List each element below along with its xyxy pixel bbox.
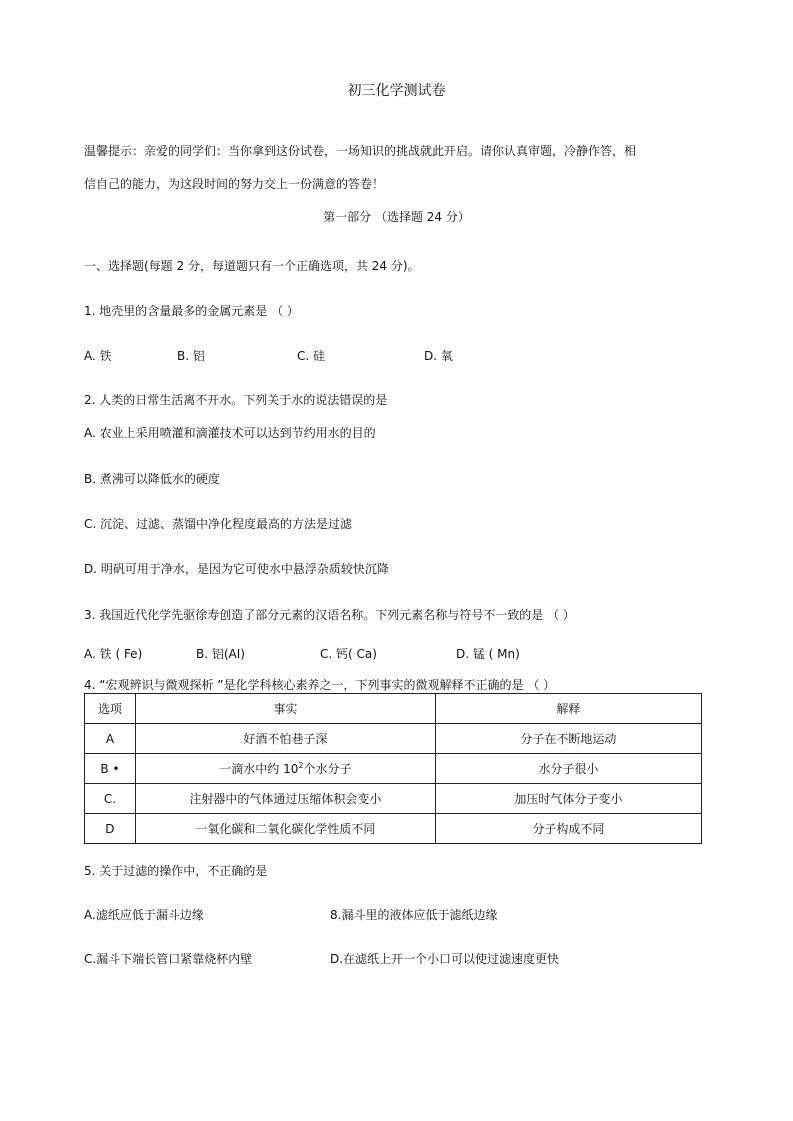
q4-stem: 4. “宏观辨识与微观探析 ”是化学科核心素养之一，下列事实的微观解释不正确的是 （ ） <box>84 678 556 692</box>
header-option: 选项 <box>85 694 136 724</box>
row-option: B • <box>85 754 136 784</box>
q3-option-d: D. 锰 ( Mn) <box>456 647 520 661</box>
fact-exponent: 2 <box>298 761 304 770</box>
row-fact <box>135 754 435 784</box>
table-row <box>85 724 702 754</box>
q5-option-c: C.漏斗下端长管口紧靠烧杯内壁 <box>84 952 253 966</box>
row-fact: 好酒不怕巷子深 <box>135 724 435 754</box>
table-row <box>85 754 702 784</box>
tip-line-1: 温馨提示：亲爱的同学们：当你拿到这份试卷，一场知识的挑战就此开启。请你认真审题，冷静作答，相 <box>84 144 637 158</box>
row-explain: 分子在不断地运动 <box>435 724 701 754</box>
row-explain: 分子构成不同 <box>435 814 701 844</box>
q1-option-c: C. 硅 <box>297 349 326 363</box>
header-fact: 事实 <box>135 694 435 724</box>
q3-option-c: C. 钙( Ca) <box>320 647 377 661</box>
q2-stem: 2. 人类的日常生活离不开水。下列关于水的说法错误的是 <box>84 393 388 407</box>
q2-option-b: B. 煮沸可以降低水的硬度 <box>84 472 220 486</box>
q5-stem: 5. 关于过滤的操作中，不正确的是 <box>84 864 268 878</box>
table-row <box>85 784 702 814</box>
q2-option-d: D. 明矾可用于净水，是因为它可使水中悬浮杂质较快沉降 <box>84 562 389 576</box>
q2-option-c: C. 沉淀、过滤、蒸馏中净化程度最高的方法是过滤 <box>84 517 353 531</box>
page-title: 初三化学测试卷 <box>347 83 446 99</box>
q3-stem: 3. 我国近代化学先驱徐寿创造了部分元素的汉语名称。下列元素名称与符号不一致的是 （ ） <box>84 608 575 622</box>
row-option: A <box>85 724 136 754</box>
fact-text-tail: 个水分子 <box>303 762 352 776</box>
row-fact: 注射器中的气体通过压缩体积会变小 <box>135 784 435 814</box>
header-explain: 解释 <box>435 694 701 724</box>
row-option: C. <box>85 784 136 814</box>
q5-option-b: 8.漏斗里的液体应低于滤纸边缘 <box>330 908 498 922</box>
q3-option-b: B. 铝(AI) <box>196 647 245 661</box>
table-header-row <box>85 694 702 724</box>
tip-line-2: 信自己的能力，为这段时间的努力交上一份满意的答卷！ <box>84 177 385 191</box>
q1-option-d: D. 氧 <box>424 349 453 363</box>
row-option: D <box>85 814 136 844</box>
q5-option-d: D.在滤纸上开一个小口可以使过滤速度更快 <box>330 952 560 966</box>
q5-option-a: A.滤纸应低于漏斗边缘 <box>84 908 204 922</box>
section-title: 第一部分 （选择题 24 分） <box>323 210 470 224</box>
q1-stem: 1. 地壳里的含量最多的金属元素是 （ ） <box>84 304 299 318</box>
q3-option-a: A. 铁 ( Fe) <box>84 647 143 661</box>
table-row <box>85 814 702 844</box>
row-explain: 加压时气体分子变小 <box>435 784 701 814</box>
q1-option-a: A. 铁 <box>84 349 112 363</box>
facts-table <box>84 693 702 844</box>
fact-text: 一滴水中约 10 <box>219 762 299 776</box>
q2-option-a: A. 农业上采用喷灌和滴灌技术可以达到节约用水的目的 <box>84 426 376 440</box>
row-explain: 水分子很小 <box>435 754 701 784</box>
row-fact: 一氧化碳和二氧化碳化学性质不同 <box>135 814 435 844</box>
q1-option-b: B. 铝 <box>177 349 205 363</box>
question-header: 一、选择题(每题 2 分，每道题只有一个正确选项，共 24 分)。 <box>84 259 420 273</box>
